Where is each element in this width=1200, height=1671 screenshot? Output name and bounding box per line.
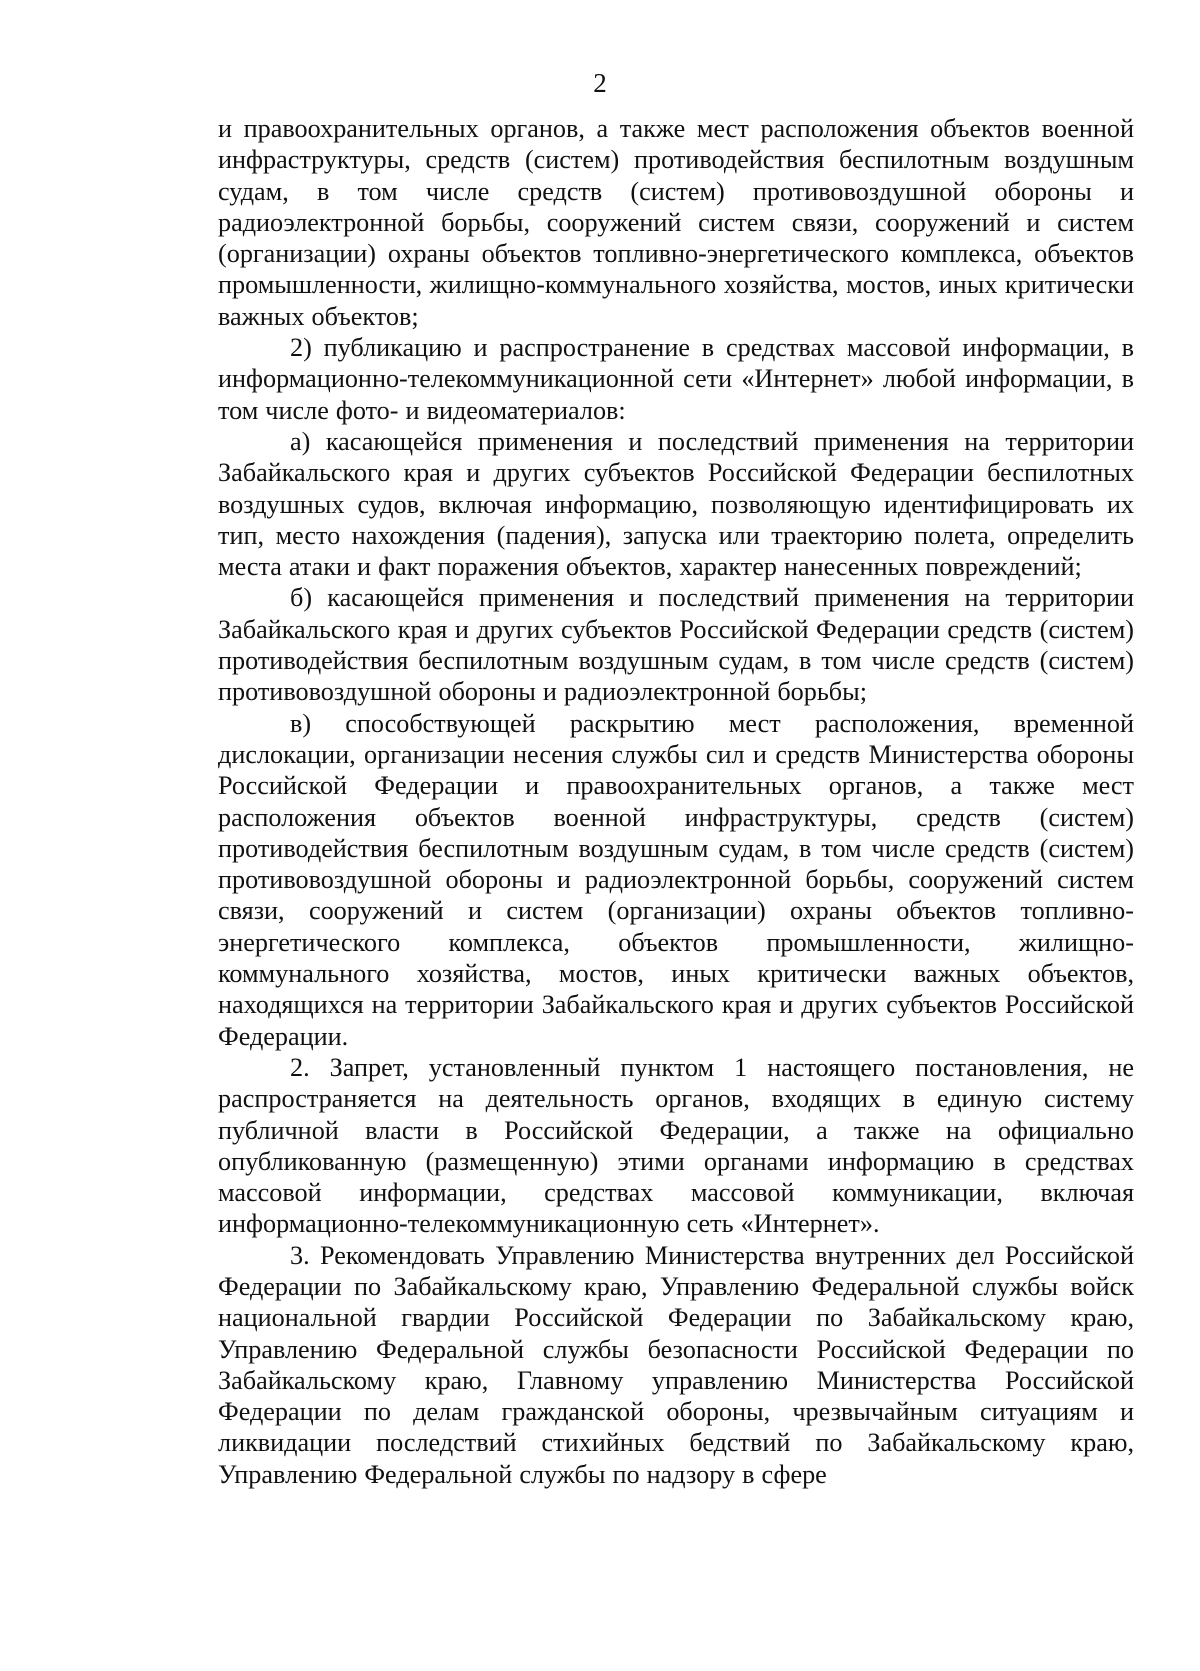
paragraph-subitem-a: а) касающейся применения и последствий применения на территории Забайкальского края и других субъектов Российской Федерации беспилотных воздушных судов, включая информацию, позволяющую идентифицировать их тип, место нахождения (падения), запуска или траекторию полета, определить места атаки и факт поражения объектов, характер нанесенных повреждений; — [218, 426, 1134, 582]
paragraph-continuation: и правоохранительных органов, а также мест расположения объектов военной инфраструктуры, средств (систем) противодействия беспилотным воздушным судам, в том числе средств (систем) противовоздушной обороны и радиоэлектронной борьбы, сооружений систем связи, сооружений и систем (организации) охраны объектов топливно-энергетического комплекса, объектов промышленности, жилищно-коммунального хозяйства, мостов, иных критически важных объектов; — [218, 114, 1134, 331]
paragraph-clause-2: 2. Запрет, установленный пунктом 1 настоящего постановления, не распространяется на деятельность органов, входящих в единую систему публичной власти в Российской Федерации, а также на официально опубликованную (размещенную) этими органами информацию в средствах массовой информации, средствах массовой коммуникации, включая информационно-телекоммуникационную сеть «Интернет». — [218, 1052, 1134, 1239]
page-number: 2 — [593, 68, 607, 98]
paragraph-item-2: 2) публикацию и распространение в средствах массовой информации, в информационно-телекоммуникационной сети «Интернет» любой информации, в том числе фото- и видеоматериалов: — [218, 333, 1134, 425]
paragraph-subitem-v: в) способствующей раскрытию мест расположения, временной дислокации, организации несения службы сил и средств Министерства обороны Российской Федерации и правоохранительных органов, а также мест расположения объектов военной инфраструктуры, средств (систем) противодействия беспилотным воздушным судам, в том числе средств (систем) противовоздушной обороны и радиоэлектронной борьбы, сооружений систем связи, сооружений и систем (организации) охраны объектов топливно-энергетического комплекса, объектов промышленности, жилищно-коммунального хозяйства, мостов, иных критически важных объектов, находящихся на территории Забайкальского края и других субъектов Российской Федерации. — [218, 708, 1134, 1051]
paragraph-clause-3: 3. Рекомендовать Управлению Министерства внутренних дел Российской Федерации по Забайкальскому краю, Управлению Федеральной службы войск национальной гвардии Российской Федерации по Забайкальскому краю, Управлению Федеральной службы безопасности Российской Федерации по Забайкальскому краю, Главному управлению Министерства Российской Федерации по делам гражданской обороны, чрезвычайным ситуациям и ликвидации последствий стихийных бедствий по Забайкальскому краю, Управлению Федеральной службы по надзору в сфере — [218, 1240, 1134, 1489]
document-body — [218, 113, 1134, 1490]
paragraph-subitem-b: б) касающейся применения и последствий применения на территории Забайкальского края и других субъектов Российской Федерации средств (систем) противодействия беспилотным воздушным судам, в том числе средств (систем) противовоздушной обороны и радиоэлектронной борьбы; — [218, 583, 1134, 707]
